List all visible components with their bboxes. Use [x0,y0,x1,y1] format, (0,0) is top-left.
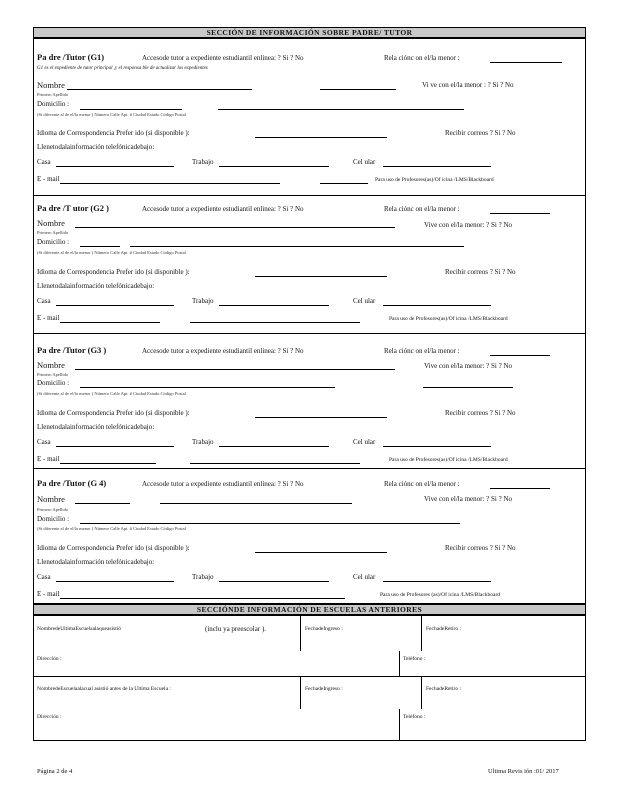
home-phone-label: Casa [37,297,51,305]
receive-emails-question[interactable]: Recibir correos ? Si ? No [445,268,516,276]
lms-note: Para uso de Profesores(as)/Of icina /LMS/Blackboard [389,316,508,322]
address-field[interactable] [80,246,120,247]
language-field[interactable] [255,552,387,553]
home-phone-field[interactable] [56,581,174,582]
name-sublabel: Primero Apellido [37,92,69,97]
schools-frame [33,615,586,741]
parent-section-title: SECCIÓN DE INFORMACIÓN SOBRE PADRE/ TUTOR [33,27,586,38]
address-label: Domicilio : [37,238,70,246]
email-label: E - mail [37,314,60,322]
name-label: Nombre [37,360,65,370]
email-label: E - mail [37,175,60,183]
lms-note: Para uso de Profesores(as)/Of icina /LMS/Blackboard [375,177,494,183]
phone-instructions: Llenetodalainformación telefónicadebajo: [37,143,155,151]
email-field[interactable] [60,598,345,599]
last-school-label: NombredeUltimaEscuelaalaqueasistió [37,626,121,632]
home-phone-field[interactable] [56,446,174,447]
divider [33,468,586,469]
exit-date-label: FechadeRetiro : [426,686,461,692]
home-phone-label: Casa [37,573,51,581]
address-label: Domicilio : [37,515,70,523]
work-phone-field[interactable] [219,305,329,306]
relation-field[interactable] [490,488,550,489]
relation-label: Rela ciónc on el/la menor : [384,205,460,213]
cell-phone-label: Cel ular [353,573,376,581]
work-phone-field[interactable] [219,446,329,447]
email-field-2[interactable] [190,322,360,323]
name-field-extra[interactable] [320,89,396,90]
cell-phone-label: Cel ular [353,438,376,446]
work-phone-label: Trabajo [192,297,214,305]
exit-date-label: FechadeRetiro : [426,626,461,632]
language-field[interactable] [255,276,387,277]
name-sublabel: Primero Apellido [37,230,69,235]
relation-label: Rela ciónc on el/la menor : [384,347,460,355]
phone-instructions: Llenetodalainformación telefónicadebajo: [37,423,155,431]
address-field[interactable] [80,523,460,524]
relation-field[interactable] [490,62,562,63]
divider [421,676,422,709]
portal-access-question[interactable]: Accesode tutor a expediente estudiantil enlinea: ? Si ? No [142,205,304,213]
address-sublabel: (Si diferente al de el/la menor ) Número Calle Apt. # Ciudad Estado Código Postal [37,391,186,396]
divider [399,651,400,676]
language-field[interactable] [255,417,387,418]
lives-with-question[interactable]: Vive con el/la menor: ? Si ? No [424,221,513,229]
cell-phone-label: Cel ular [353,158,376,166]
receive-emails-question[interactable]: Recibir correos ? Si ? No [445,544,516,552]
phone-instructions: Llenetodalainformación telefónicadebajo: [37,558,155,566]
language-label: Idioma de Correspondencia Prefer ido (si disponible ): [37,544,190,552]
guardian-header: Pa dre /Tutor (G3 ) [37,345,107,355]
language-label: Idioma de Correspondencia Prefer ido (si disponible ): [37,409,190,417]
lms-note: Para uso de Profesores (as)/Of icina /LMS/Blackboard [380,592,501,598]
name-label: Nombre [37,218,65,228]
home-phone-field[interactable] [56,166,174,167]
phone-label: Teléfono : [403,656,426,662]
work-phone-field[interactable] [219,581,329,582]
address-field-2[interactable] [423,387,513,388]
name-label: Nombre [37,494,65,504]
address-label: Domicilio : [37,100,70,108]
name-field[interactable] [75,503,130,504]
cell-phone-field[interactable] [383,581,491,582]
entry-date-label: FechadeIngreso : [305,626,343,632]
receive-emails-question[interactable]: Recibir correos ? Si ? No [445,129,516,137]
address-label: Dirección : [37,714,62,720]
divider [33,333,586,334]
lives-with-question[interactable]: Vi ve con el/la menor : ? Si ? No [422,81,514,89]
name-label: Nombre [37,80,65,90]
cell-phone-field[interactable] [383,446,491,447]
guardian-header: Pa dre /Tutor (G1) [37,52,105,62]
preschool-note: (inclu ya preescolar ). [205,625,267,633]
lives-with-question[interactable]: Vive con el/la menor: ? Si ? No [424,495,513,503]
phone-label: Teléfono : [403,714,426,720]
relation-field[interactable] [490,355,550,356]
receive-emails-question[interactable]: Recibir correos ? Si ? No [445,409,516,417]
address-sublabel: (Si diferente al de el/la menor ) Número Calle Apt. # Ciudad Estado Código Postal [37,112,186,117]
guardian-header: Pa dre /T utor (G2 ) [37,203,110,213]
work-phone-label: Trabajo [192,438,214,446]
language-label: Idioma de Correspondencia Prefer ido (si disponible ): [37,129,190,137]
work-phone-label: Trabajo [192,573,214,581]
address-field[interactable] [80,387,335,388]
email-label: E - mail [37,590,60,598]
email-field-2[interactable] [190,463,360,464]
address-label: Domicilio : [37,379,70,387]
divider [300,676,301,709]
work-phone-label: Trabajo [192,158,214,166]
portal-access-question[interactable]: Accesode tutor a expediente estudiantil enlinea: ? Si ? No [142,347,304,355]
relation-label: Rela ciónc on el/la menor : [384,54,460,62]
name-field[interactable] [75,369,395,370]
name-sublabel: Primero Apellido [37,372,69,377]
cell-phone-field[interactable] [383,305,491,306]
home-phone-field[interactable] [56,305,174,306]
email-field[interactable] [60,322,160,323]
address-sublabel: (Si diferente al de el/la menor ) Número Calle Apt. # Ciudad Estado Código Postal [37,250,186,255]
divider [33,195,586,196]
address-field[interactable] [80,109,182,110]
primary-guardian-note: G1 es el expediente de tutor principal ,y el responsa ble de actualizar los expedientes [37,66,208,71]
entry-date-label: FechadeIngreso : [305,686,343,692]
home-phone-label: Casa [37,438,51,446]
portal-access-question[interactable]: Accesode tutor a expediente estudiantil enlinea: ? Si ? No [142,480,304,488]
name-sublabel: Primero Apellido [37,507,69,512]
email-label: E - mail [37,455,60,463]
language-label: Idioma de Correspondencia Prefer ido (si disponible ): [37,268,190,276]
revision-date: Ultima Revis ión :01/ 2017 [488,768,559,775]
email-field[interactable] [60,463,156,464]
home-phone-label: Casa [37,158,51,166]
relation-label: Rela ciónc on el/la menor : [384,480,460,488]
phone-instructions: Llenetodalainformación telefónicadebajo: [37,282,155,290]
address-label: Dirección : [37,656,62,662]
divider [300,615,301,651]
name-field-2[interactable] [160,503,352,504]
relation-field[interactable] [490,213,550,214]
cell-phone-label: Cel ular [353,297,376,305]
language-field[interactable] [255,137,387,138]
name-field[interactable] [67,89,252,90]
portal-access-question[interactable]: Accesode tutor a expediente estudiantil enlinea: ? Si ? No [142,54,304,62]
page-number: Página 2 de 4 [37,768,73,775]
lms-field[interactable] [320,183,368,184]
email-field[interactable] [60,183,280,184]
divider [33,676,586,677]
prior-school-label: NombredeEscuelaalacual asistió antes de la Ultima Escuela : [37,686,171,692]
address-field-2[interactable] [130,246,464,247]
guardian-header: Pa dre /Tutor (G 4) [37,478,107,488]
cell-phone-field[interactable] [383,166,491,167]
name-field[interactable] [75,227,395,228]
address-sublabel: (Si diferente al de el/la menor ) Número Calle Apt. # Ciudad Estado Código Postal [37,526,186,531]
divider [399,709,400,741]
address-field-2[interactable] [218,109,464,110]
divider [421,615,422,651]
school-section-title: SECCIÓNDE INFORMACIÓN DE ESCUELAS ANTERIORES [33,604,586,615]
work-phone-field[interactable] [219,166,329,167]
lives-with-question[interactable]: Vive con el/la menor: ? Si ? No [424,362,513,370]
lms-note: Para uso de Profesores(as)/Of icina /LMS/Blackboard [389,457,508,463]
